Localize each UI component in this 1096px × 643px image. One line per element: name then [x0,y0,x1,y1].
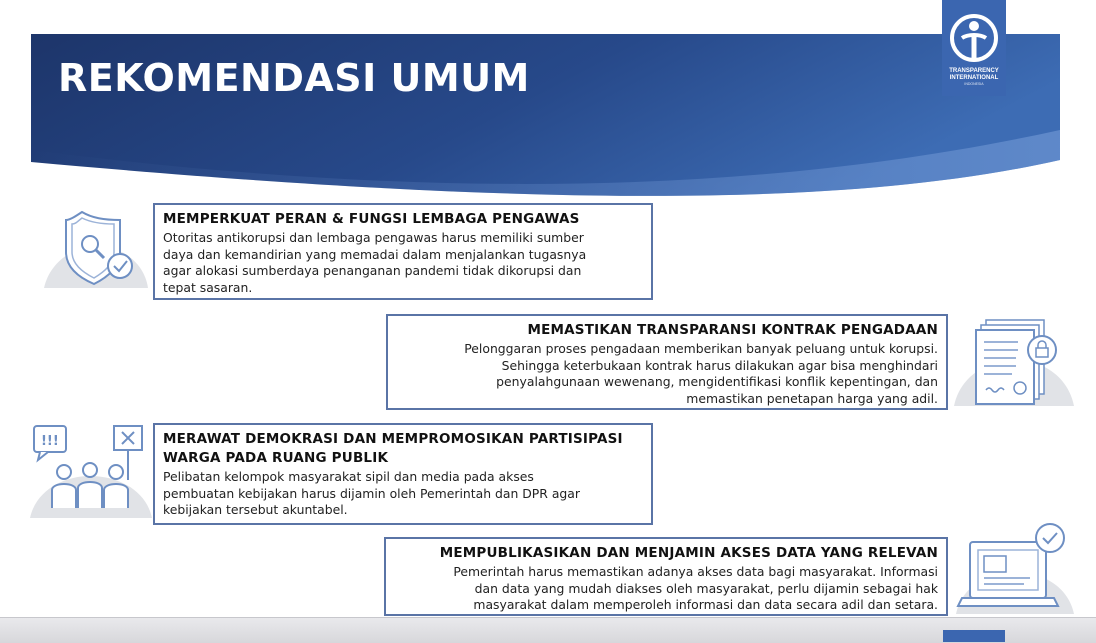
ti-emblem-icon [948,10,1000,66]
logo-country: INDONESIA [964,82,984,86]
slide-title: REKOMENDASI UMUM [58,56,530,100]
recommendation-card-4 [384,537,948,616]
recommendation-title-3: MERAWAT DEMOKRASI DAN MEMPROMOSIKAN PARTISIPASI WARGA PADA RUANG PUBLIK [163,431,623,466]
transparency-international-logo [942,0,1006,96]
logo-wordmark: TRANSPARENCY INTERNATIONAL [949,68,999,81]
recommendation-card-3 [153,423,653,525]
recommendation-title-1: MEMPERKUAT PERAN & FUNGSI LEMBAGA PENGAWAS [163,211,580,227]
locked-contract-icon [952,314,1076,408]
recommendation-body-3: Pelibatan kelompok masyarakat sipil dan media pada akses pembuatan kebijakan harus dijamin oleh Pemerintah dan DPR agar kebijakan tersebut akuntabel. [163,469,580,517]
protest-citizens-icon [28,420,154,520]
svg-text:!!!: !!! [41,434,59,449]
recommendation-body-4: Pemerintah harus memastikan adanya akses data bagi masyarakat. Informasi dan data yang mudah diakses oleh masyarakat, perlu dijamin sebagai hak masyarakat dalam memperoleh informasi dan data secara adil dan setara. [453,564,938,612]
header-banner [0,0,1096,210]
bottom-accent-tab [943,630,1005,642]
recommendation-title-2: MEMASTIKAN TRANSPARANSI KONTRAK PENGADAAN [527,322,938,338]
bottom-toolbar [0,617,1096,643]
recommendation-title-4: MEMPUBLIKASIKAN DAN MENJAMIN AKSES DATA YANG RELEVAN [439,545,938,561]
recommendation-body-2: Pelonggaran proses pengadaan memberikan banyak peluang untuk korupsi. Sehingga keterbukaan kontrak harus dilakukan agar bisa menghindari penyalahgunaan wewenang, mengidentifikasi konflik kepentingan, dan memastikan penetapan harga yang adil. [464,341,938,406]
shield-search-icon [40,206,152,292]
laptop-check-icon [954,516,1076,616]
recommendation-card-2 [386,314,948,410]
recommendation-body-1: Otoritas antikorupsi dan lembaga pengawas harus memiliki sumber daya dan kemandirian yang memadai dalam menjalankan tugasnya agar alokasi sumberdaya penanganan pandemi tidak dikorupsi dan tepat sasaran. [163,230,587,295]
recommendation-card-1 [153,203,653,300]
